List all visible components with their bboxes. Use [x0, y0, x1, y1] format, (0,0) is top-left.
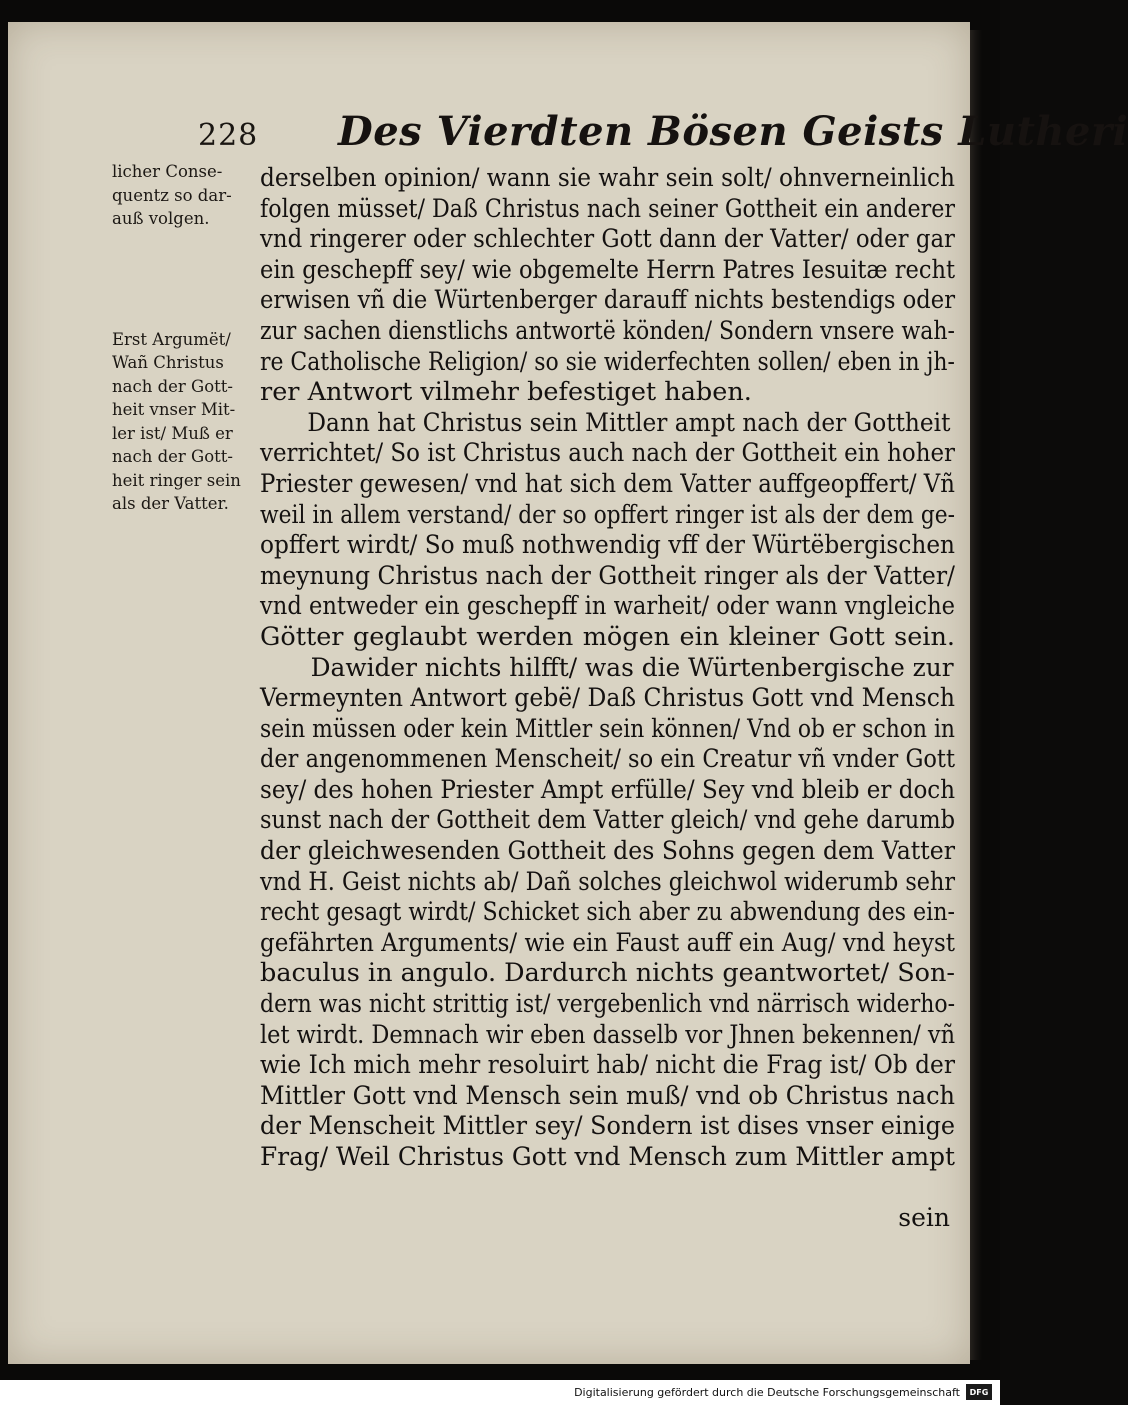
dfg-logo-icon: DFG	[966, 1384, 992, 1400]
text-line: Priester gewesen/ vnd hat sich dem Vatter auffgeopffert/ Vñ	[260, 468, 955, 499]
text-line: Frag/ Weil Christus Gott vnd Mensch zum Mittler ampt	[260, 1142, 955, 1172]
digitization-footer	[0, 1380, 1000, 1405]
catchword: sein	[898, 1203, 950, 1232]
text-line: baculus in angulo. Dardurch nichts geantwortet/ Son-	[260, 958, 956, 989]
text-line: Mittler Gott vnd Mensch sein muß/ vnd ob Christus nach	[260, 1080, 956, 1111]
page-header	[8, 100, 1128, 160]
text-line: recht gesagt wirdt/ Schicket sich aber zu abwendung des ein-	[260, 897, 955, 928]
footer-credit: Digitalisierung gefördert durch die Deutsche Forschungsgemeinschaft	[574, 1386, 960, 1399]
text-line: opffert wirdt/ So muß nothwendig vff der Würtëbergischen	[260, 530, 956, 561]
text-line: re Catholische Religion/ so sie widerfechten sollen/ eben in jh-	[260, 346, 955, 377]
text-line: verrichtet/ So ist Christus auch nach der Gottheit ein hoher	[260, 438, 956, 469]
margin-note: licher Conse- quentz so dar- auß volgen.	[112, 162, 232, 228]
margin-notes	[112, 160, 258, 516]
text-line: erwisen vñ die Würtenberger darauff nichts bestendigs oder	[260, 285, 956, 316]
text-line: Vermeynten Antwort gebë/ Daß Christus Gott vnd Mensch	[260, 683, 955, 714]
text-line: folgen müsset/ Daß Christus nach seiner Gottheit ein anderer	[260, 193, 955, 224]
text-line: wie Ich mich mehr resoluirt hab/ nicht die Frag ist/ Ob der	[260, 1050, 955, 1081]
text-line: vnd entweder ein geschepff in warheit/ oder wann vngleiche	[260, 591, 956, 622]
text-line: meynung Christus nach der Gottheit ringer als der Vatter/	[260, 560, 955, 591]
text-line: weil in allem verstand/ der so opffert ringer ist als der dem ge-	[260, 499, 956, 530]
text-line: Götter geglaubt werden mögen ein kleiner Gott sein.	[260, 621, 955, 652]
text-line: derselben opinion/ wann sie wahr sein solt/ ohnverneinlich	[260, 163, 956, 193]
text-line: sey/ des hohen Priester Ampt erfülle/ Sey vnd bleib er doch	[260, 774, 956, 805]
text-line: der Menscheit Mittler sey/ Sondern ist dises vnser einige	[260, 1111, 956, 1142]
text-line: dern was nicht strittig ist/ vergebenlich vnd närrisch widerho-	[260, 989, 956, 1020]
text-line: rer Antwort vilmehr befestiget haben.	[260, 377, 752, 408]
text-line: vnd ringerer oder schlechter Gott dann der Vatter/ oder gar	[260, 224, 955, 255]
paragraph-start-line: Dawider nichts hilfft/ was die Würtenbergische zur	[310, 652, 954, 683]
body-text	[260, 163, 955, 1173]
margin-note: Erst Argumët/ Wañ Christus nach der Gott- heit vnser Mit- ler ist/ Muß er nach der Gott- heit ringer sein als der Vatter.	[112, 329, 241, 513]
text-line: der angenommenen Menscheit/ so ein Creatur vñ vnder Gott	[260, 744, 956, 775]
text-line: ein geschepff sey/ wie obgemelte Herrn Patres Iesuitæ recht	[260, 254, 956, 285]
page-number: 228	[198, 118, 259, 153]
text-line: gefährten Arguments/ wie ein Faust auff ein Aug/ vnd heyst	[260, 927, 955, 958]
running-title: Des Vierdten Bösen Geists Lutheri	[338, 108, 1128, 155]
text-line: sunst nach der Gottheit dem Vatter gleich/ vnd gehe darumb	[260, 805, 956, 836]
paragraph-start-line: Dann hat Christus sein Mittler ampt nach der Gottheit	[307, 407, 951, 438]
text-line: zur sachen dienstlichs antwortë könden/ Sondern vnsere wah-	[260, 315, 955, 346]
book-page	[8, 22, 1128, 1364]
text-line: let wirdt. Demnach wir eben dasselb vor Jhnen bekennen/ vñ	[260, 1019, 956, 1050]
text-line: der gleichwesenden Gottheit des Sohns gegen dem Vatter	[260, 836, 955, 867]
text-line: vnd H. Geist nichts ab/ Dañ solches gleichwol widerumb sehr	[260, 866, 956, 897]
page-edge	[968, 30, 982, 1360]
text-line: sein müssen oder kein Mittler sein können/ Vnd ob er schon in	[260, 713, 956, 744]
